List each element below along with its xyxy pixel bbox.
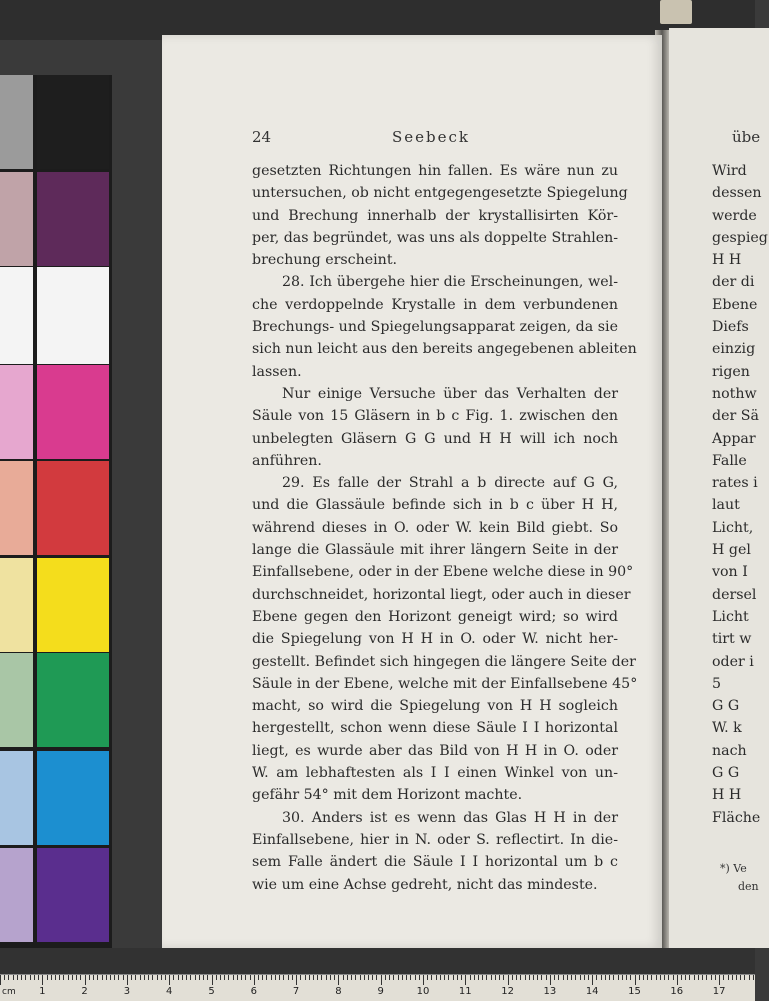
ruler-tick <box>465 975 466 985</box>
text-line: unbelegten Gläsern G G und H H will ich noch <box>252 430 618 447</box>
ruler-tick <box>685 975 686 980</box>
ruler-number: 17 <box>712 986 726 997</box>
ruler-number: 11 <box>458 986 472 997</box>
ruler-tick <box>436 975 437 980</box>
ruler-tick <box>491 975 492 980</box>
ruler-tick <box>245 975 246 980</box>
text-line: hergestellt, schon wenn diese Säule I I horizontal <box>252 720 618 737</box>
ruler-tick <box>478 975 479 980</box>
ruler-tick <box>59 975 60 980</box>
ruler-tick <box>228 975 229 980</box>
text-line: wie um eine Achse gedreht, nicht das mindeste. <box>252 876 598 893</box>
ruler-number: 4 <box>166 986 173 997</box>
facing-text-line: der di <box>712 274 755 291</box>
ruler-tick <box>575 975 576 980</box>
ruler-tick <box>677 975 678 985</box>
facing-text-line: Appar <box>712 430 756 447</box>
text-line: Einfallsebene, hier in N. oder S. reflectirt. In die- <box>252 831 618 848</box>
ruler-tick <box>584 975 585 980</box>
ruler-tick <box>93 975 94 980</box>
ruler-tick <box>580 975 581 980</box>
ruler-tick <box>495 975 496 980</box>
color-swatch <box>0 653 33 747</box>
text-line: lange die Glassäule mit ihrer längern Seite in der <box>252 542 618 559</box>
ruler-tick <box>668 975 669 980</box>
ruler-number: 8 <box>335 986 342 997</box>
ruler-tick <box>393 975 394 980</box>
ruler-tick <box>157 975 158 980</box>
text-line: untersuchen, ob nicht entgegengesetzte Spiegelung <box>252 185 628 202</box>
text-line: während dieses in O. oder W. kein Bild giebt. So <box>252 519 618 536</box>
ruler-tick <box>0 975 1 985</box>
ruler-tick <box>453 975 454 980</box>
text-line: sem Falle ändert die Säule I I horizontal um b c <box>252 854 618 871</box>
facing-text-line: gespieg <box>712 229 768 246</box>
text-line: macht, so wird die Spiegelung von H H sogleich <box>252 698 618 715</box>
ruler-tick <box>376 975 377 980</box>
ruler-tick <box>4 975 5 980</box>
ruler-tick <box>13 975 14 980</box>
ruler-tick <box>474 975 475 980</box>
ruler-tick <box>258 975 259 980</box>
text-line: brechung erscheint. <box>252 252 398 269</box>
text-line: die Spiegelung von H H in O. oder W. nicht her- <box>252 631 618 648</box>
ruler-tick <box>630 975 631 980</box>
facing-text-line: werde <box>712 207 757 224</box>
ruler-tick <box>406 975 407 980</box>
ruler-tick <box>427 975 428 980</box>
ruler-tick <box>444 975 445 980</box>
ruler-tick <box>647 975 648 980</box>
color-swatch <box>0 172 33 266</box>
ruler-tick <box>431 975 432 980</box>
ruler-tick <box>271 975 272 980</box>
text-line: 28. Ich übergehe hier die Erscheinungen, wel- <box>282 274 618 291</box>
ruler-tick <box>212 975 213 985</box>
ruler-unit: cm <box>2 987 16 997</box>
text-line: lassen. <box>252 363 302 380</box>
ruler-tick <box>283 975 284 980</box>
ruler-tick <box>42 975 43 985</box>
ruler-tick <box>368 975 369 980</box>
text-line: durchschneidet, horizontal liegt, oder auch in dieser <box>252 586 631 603</box>
ruler-tick <box>554 975 555 980</box>
ruler-tick <box>702 975 703 980</box>
text-line: und die Glassäule befinde sich in b c über H H, <box>252 497 618 514</box>
facing-text-line: tirt w <box>712 631 752 648</box>
facing-text-line: Licht <box>712 608 749 625</box>
ruler-tick <box>309 975 310 980</box>
ruler-tick <box>161 975 162 980</box>
ruler-tick <box>385 975 386 980</box>
ruler-tick <box>626 975 627 980</box>
ruler-tick <box>389 975 390 980</box>
ruler-tick <box>186 975 187 980</box>
ruler-tick <box>448 975 449 980</box>
color-swatch <box>37 751 109 845</box>
ruler-tick <box>635 975 636 985</box>
ruler-tick <box>609 975 610 980</box>
ruler-tick <box>381 975 382 985</box>
ruler-tick <box>516 975 517 980</box>
ruler-tick <box>618 975 619 980</box>
ruler-tick <box>152 975 153 980</box>
ruler-tick <box>571 975 572 980</box>
ruler-tick <box>34 975 35 980</box>
ruler-tick <box>410 975 411 980</box>
ruler-tick <box>605 975 606 980</box>
color-swatch <box>37 558 109 652</box>
ruler-tick <box>508 975 509 985</box>
ruler-tick <box>520 975 521 980</box>
facing-text-line: 5 <box>712 675 722 692</box>
ruler-tick <box>233 975 234 980</box>
ruler-tick <box>127 975 128 985</box>
ruler-number: 10 <box>416 986 430 997</box>
ruler-tick <box>144 975 145 980</box>
ruler-tick <box>173 975 174 980</box>
ruler-tick <box>673 975 674 980</box>
ruler-tick <box>334 975 335 980</box>
ruler-tick <box>190 975 191 980</box>
page-number: 24 <box>252 128 272 146</box>
color-checker-strip <box>0 75 112 948</box>
ruler-tick <box>199 975 200 980</box>
facing-text-line: H H <box>712 787 742 804</box>
text-line: che verdoppelnde Krystalle in dem verbundenen <box>252 296 618 313</box>
ruler-tick <box>123 975 124 980</box>
ruler-tick <box>592 975 593 985</box>
ruler-tick <box>262 975 263 980</box>
ruler-tick <box>723 975 724 980</box>
ruler-tick <box>689 975 690 980</box>
ruler-tick <box>30 975 31 980</box>
facing-text-line: Diefs <box>712 319 749 336</box>
ruler-tick <box>613 975 614 980</box>
ruler-tick <box>17 975 18 980</box>
text-line: anführen. <box>252 452 322 469</box>
facing-text-line: dersel <box>712 586 757 603</box>
facing-text-line: rates i <box>712 475 758 492</box>
color-swatch <box>37 365 109 459</box>
ruler-tick <box>351 975 352 980</box>
ruler-tick <box>68 975 69 980</box>
ruler-tick <box>440 975 441 980</box>
running-head: Seebeck <box>392 128 470 146</box>
ruler-tick <box>347 975 348 980</box>
color-swatch <box>37 461 109 555</box>
text-line: gestellt. Befindet sich hingegen die längere Seite der <box>252 653 636 670</box>
ruler-tick <box>89 975 90 980</box>
facing-text-line: H H <box>712 252 742 269</box>
text-line: 30. Anders ist es wenn das Glas H H in der <box>282 809 618 826</box>
ruler-tick <box>596 975 597 980</box>
ruler-tick <box>321 975 322 980</box>
ruler-tick <box>165 975 166 980</box>
color-swatch <box>0 365 33 459</box>
ruler-tick <box>182 975 183 980</box>
ruler-tick <box>639 975 640 980</box>
ruler-tick <box>97 975 98 980</box>
ruler-tick <box>241 975 242 980</box>
text-line: sich nun leicht aus den bereits angegebenen ableiten <box>252 341 637 358</box>
ruler-tick <box>106 975 107 980</box>
color-swatch <box>37 75 109 169</box>
ruler-tick <box>300 975 301 980</box>
ruler-tick <box>131 975 132 980</box>
ruler-number: 3 <box>123 986 131 997</box>
ruler-tick <box>360 975 361 980</box>
ruler-tick <box>326 975 327 980</box>
ruler-tick <box>423 975 424 985</box>
ruler-tick <box>541 975 542 980</box>
facing-text-line: Licht, <box>712 519 754 536</box>
ruler-tick <box>588 975 589 980</box>
bookmark-ribbon <box>660 0 692 24</box>
ruler-tick <box>279 975 280 980</box>
ruler-number: 5 <box>208 986 215 997</box>
ruler-tick <box>266 975 267 980</box>
ruler-tick <box>736 975 737 980</box>
ruler-tick <box>533 975 534 980</box>
ruler-tick <box>681 975 682 980</box>
text-line: liegt, es wurde aber das Bild von H H in O. oder <box>252 742 618 759</box>
ruler-tick <box>216 975 217 980</box>
ruler-number: 9 <box>377 986 384 997</box>
ruler-tick <box>195 975 196 980</box>
ruler-tick <box>694 975 695 980</box>
ruler-tick <box>402 975 403 980</box>
color-swatch <box>37 172 109 266</box>
measurement-ruler <box>0 974 755 1001</box>
facing-footnote-continued: den <box>738 880 759 893</box>
ruler-tick <box>21 975 22 980</box>
ruler-tick <box>529 975 530 980</box>
ruler-tick <box>55 975 56 980</box>
ruler-number: 6 <box>250 986 257 997</box>
ruler-tick <box>135 975 136 980</box>
ruler-tick <box>419 975 420 980</box>
ruler-tick <box>711 975 712 980</box>
ruler-tick <box>313 975 314 980</box>
ruler-tick <box>305 975 306 980</box>
ruler-tick <box>47 975 48 980</box>
text-line: gefähr 54° mit dem Horizont machte. <box>252 787 523 804</box>
ruler-tick <box>546 975 547 980</box>
ruler-tick <box>744 975 745 980</box>
ruler-tick <box>643 975 644 980</box>
facing-text-line: von I <box>712 564 748 581</box>
ruler-tick <box>63 975 64 980</box>
facing-page-text <box>712 160 768 829</box>
ruler-tick <box>470 975 471 980</box>
ruler-tick <box>622 975 623 980</box>
ruler-tick <box>207 975 208 980</box>
ruler-number: 16 <box>670 986 684 997</box>
ruler-tick <box>343 975 344 980</box>
facing-text-line: H gel <box>712 542 751 559</box>
ruler-tick <box>118 975 119 980</box>
ruler-tick <box>660 975 661 980</box>
facing-text-line: rigen <box>712 363 750 380</box>
facing-text-line: der Sä <box>712 408 759 425</box>
text-line: gesetzten Richtungen hin fallen. Es wäre nun zu <box>252 163 618 179</box>
ruler-tick <box>288 975 289 980</box>
facing-text-line: Wird <box>712 163 747 179</box>
ruler-tick <box>706 975 707 980</box>
ruler-tick <box>567 975 568 980</box>
ruler-tick <box>364 975 365 980</box>
ruler-tick <box>558 975 559 980</box>
ruler-tick <box>178 975 179 980</box>
facing-text-line: oder i <box>712 653 754 670</box>
text-line: 29. Es falle der Strahl a b directe auf G G, <box>282 475 618 492</box>
ruler-tick <box>275 975 276 980</box>
text-line: Säule von 15 Gläsern in b c Fig. 1. zwischen den <box>252 408 618 425</box>
ruler-tick <box>80 975 81 980</box>
ruler-tick <box>719 975 720 985</box>
ruler-tick <box>355 975 356 980</box>
ruler-tick <box>203 975 204 980</box>
ruler-tick <box>664 975 665 980</box>
text-line: Säule in der Ebene, welche mit der Einfallsebene 45° <box>252 675 638 692</box>
facing-text-line: nach <box>712 742 747 759</box>
page-body-text <box>252 160 638 896</box>
ruler-tick <box>601 975 602 980</box>
color-swatch <box>37 653 109 747</box>
background-top <box>0 0 755 40</box>
ruler-number: 1 <box>39 986 46 997</box>
ruler-tick <box>563 975 564 980</box>
color-swatch <box>37 267 109 364</box>
ruler-tick <box>461 975 462 980</box>
ruler-tick <box>728 975 729 980</box>
ruler-tick <box>25 975 26 980</box>
color-swatch <box>0 461 33 555</box>
color-swatch <box>37 848 109 942</box>
facing-text-line: nothw <box>712 385 757 402</box>
ruler-tick <box>732 975 733 980</box>
ruler-tick <box>330 975 331 980</box>
ruler-tick <box>537 975 538 980</box>
ruler-number: 15 <box>628 986 641 997</box>
text-line: per, das begründet, was uns als doppelte Strahlen- <box>252 229 619 246</box>
facing-text-line: Ebene <box>712 296 758 313</box>
ruler-tick <box>85 975 86 985</box>
color-swatch <box>0 751 33 845</box>
text-line: Nur einige Versuche über das Verhalten der <box>282 385 618 402</box>
facing-running-head: übe <box>732 128 761 146</box>
ruler-tick <box>651 975 652 980</box>
ruler-tick <box>482 975 483 980</box>
ruler-tick <box>512 975 513 980</box>
ruler-tick <box>338 975 339 985</box>
ruler-tick <box>38 975 39 980</box>
ruler-tick <box>51 975 52 980</box>
ruler-tick <box>749 975 750 980</box>
ruler-number: 13 <box>543 986 557 997</box>
text-line: und Brechung innerhalb der krystallisirten Kör- <box>252 207 618 224</box>
facing-text-line: einzig <box>712 341 756 358</box>
ruler-tick <box>169 975 170 985</box>
ruler-tick <box>503 975 504 980</box>
ruler-tick <box>486 975 487 980</box>
ruler-tick <box>525 975 526 980</box>
ruler-tick <box>656 975 657 980</box>
ruler-tick <box>317 975 318 980</box>
ruler-tick <box>499 975 500 980</box>
ruler-number: 12 <box>501 986 514 997</box>
ruler-tick <box>250 975 251 980</box>
ruler-tick <box>76 975 77 980</box>
ruler-tick <box>457 975 458 980</box>
ruler-tick <box>292 975 293 980</box>
ruler-tick <box>740 975 741 980</box>
facing-text-line: G G <box>712 698 740 715</box>
ruler-number: 7 <box>292 986 300 997</box>
ruler-tick <box>372 975 373 980</box>
facing-text-line: W. k <box>712 720 742 737</box>
facing-footnote: *) Ve <box>720 862 747 875</box>
ruler-tick <box>8 975 9 980</box>
ruler-tick <box>715 975 716 980</box>
facing-text-line: Fläche <box>712 809 761 826</box>
ruler-tick <box>110 975 111 980</box>
ruler-tick <box>254 975 255 985</box>
color-swatch <box>0 75 33 169</box>
color-swatch <box>0 848 33 942</box>
facing-text-line: laut <box>712 497 740 514</box>
text-line: Brechungs- und Spiegelungsapparat zeigen, da sie <box>252 319 618 336</box>
text-line: Einfallsebene, oder in der Ebene welche diese in 90° <box>252 564 634 581</box>
ruler-tick <box>148 975 149 980</box>
ruler-tick <box>220 975 221 980</box>
ruler-tick <box>296 975 297 985</box>
ruler-tick <box>114 975 115 980</box>
ruler-number: 14 <box>585 986 599 997</box>
ruler-tick <box>398 975 399 980</box>
text-line: W. am lebhaftesten als I I einen Winkel von un- <box>252 765 618 782</box>
facing-text-line: Falle <box>712 452 747 469</box>
ruler-tick <box>415 975 416 980</box>
ruler-tick <box>224 975 225 980</box>
ruler-tick <box>550 975 551 985</box>
ruler-tick <box>237 975 238 980</box>
facing-text-line: dessen <box>712 185 762 202</box>
color-swatch <box>0 267 33 364</box>
facing-text-line: G G <box>712 765 740 782</box>
color-swatch <box>0 558 33 652</box>
ruler-tick <box>753 975 754 980</box>
ruler-number: 2 <box>81 986 88 997</box>
ruler-tick <box>72 975 73 980</box>
ruler-tick <box>698 975 699 980</box>
text-line: Ebene gegen den Horizont geneigt wird; so wird <box>252 608 618 625</box>
ruler-tick <box>102 975 103 980</box>
ruler-tick <box>140 975 141 980</box>
